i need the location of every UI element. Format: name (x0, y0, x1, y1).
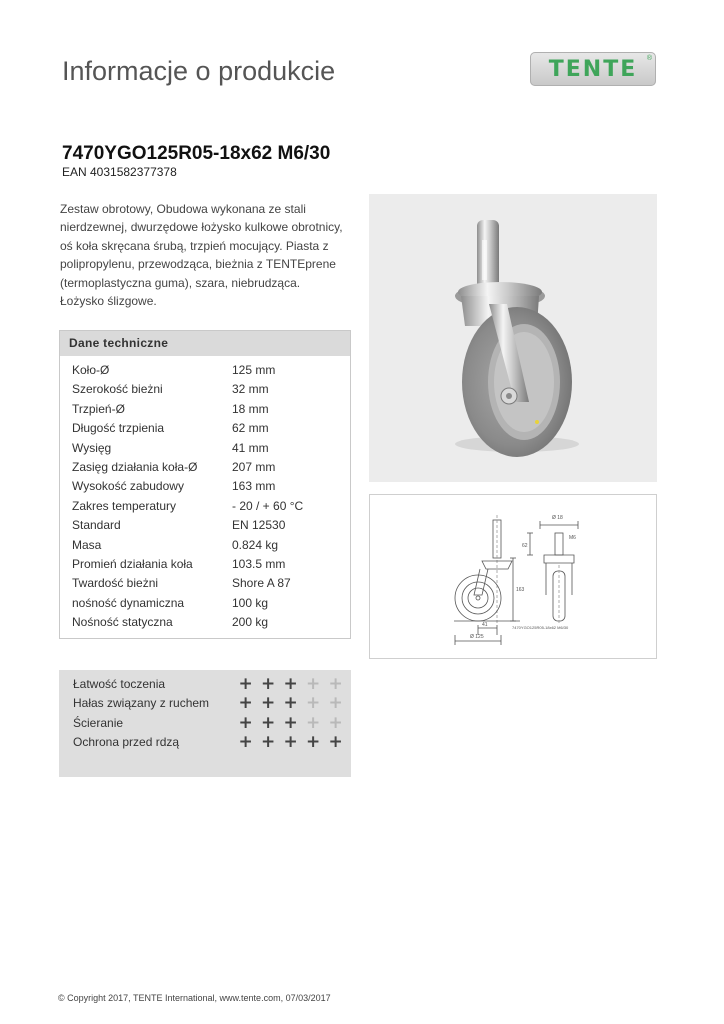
rating-label: Ochrona przed rdzą (73, 735, 180, 750)
spec-label: Długość trzpienia (72, 421, 165, 436)
rating-score (239, 714, 352, 733)
spec-label: Promień działania koła (72, 556, 193, 571)
plus-icon-filled: + (238, 674, 253, 694)
spec-value: 125 mm (232, 363, 276, 377)
spec-label: Trzpień-Ø (72, 401, 125, 416)
copyright-footer: © Copyright 2017, TENTE International, www.tente.com, 07/03/2017 (58, 993, 331, 1003)
spec-row (60, 419, 350, 438)
product-description (60, 200, 360, 310)
spec-row (60, 497, 350, 516)
product-code: 7470YGO125R05-18x62 M6/30 (62, 143, 331, 164)
spec-label: Szerokość bieżni (72, 382, 163, 397)
plus-icon-filled: + (283, 732, 298, 753)
spec-row (60, 361, 350, 380)
rating-row (59, 694, 351, 713)
spec-row (60, 400, 350, 419)
spec-value: EN 12530 (232, 518, 286, 533)
drawing-label-top: Ø 18 (552, 515, 563, 521)
plus-icon-filled: + (261, 693, 276, 714)
spec-label: Koło-Ø (72, 363, 110, 377)
spec-row (60, 594, 350, 613)
spec-row (60, 555, 350, 574)
plus-icon-empty: + (306, 712, 321, 733)
spec-label: Wysięg (72, 440, 112, 455)
spec-label: Wysokość zabudowy (72, 479, 184, 494)
dimension-drawing (370, 495, 656, 658)
rating-label: Hałas związany z ruchem (73, 696, 210, 711)
spec-table (60, 356, 350, 632)
drawing-label-offset: 41 (482, 622, 488, 628)
plus-icon-filled: + (238, 712, 253, 733)
rating-label: Łatwość toczenia (73, 677, 166, 691)
product-photo (369, 194, 657, 482)
registered-mark: ® (646, 55, 652, 62)
caster-wheel-image (369, 194, 657, 482)
rating-row (59, 714, 351, 733)
plus-icon-filled: + (283, 693, 298, 714)
rating-label: Ścieranie (73, 715, 124, 730)
plus-icon-filled: + (261, 732, 276, 753)
rating-score (239, 675, 352, 694)
ratings-list (59, 670, 351, 753)
drawing-label-stem: 62 (522, 543, 528, 549)
spec-value: 163 mm (232, 479, 276, 494)
spec-row (60, 380, 350, 399)
spec-row (60, 613, 350, 632)
plus-icon-filled: + (261, 712, 276, 733)
spec-value: 100 kg (232, 595, 269, 610)
technical-data-header: Dane techniczne (60, 331, 350, 356)
plus-icon-empty: + (328, 693, 343, 714)
spec-row (60, 458, 350, 477)
spec-row (60, 439, 350, 458)
spec-row (60, 477, 350, 496)
spec-row (60, 536, 350, 555)
rating-row (59, 675, 351, 694)
tente-logo (530, 52, 656, 86)
spec-value: 200 kg (232, 615, 269, 630)
spec-value: 103.5 mm (232, 556, 286, 571)
spec-label: Nośność statyczna (72, 615, 173, 630)
ratings-panel (59, 670, 351, 777)
spec-row (60, 516, 350, 535)
technical-data-panel (59, 330, 351, 639)
logo-text: TENTE (548, 56, 638, 82)
description-line: oś koła skręcana śrubą, trzpień mocujący. Piasta z (60, 238, 329, 253)
drawing-label-height: 163 (516, 587, 525, 593)
description-line: Zestaw obrotowy, Obudowa wykonana ze stali (60, 202, 306, 216)
plus-icon-filled: + (261, 674, 276, 694)
spec-label: nośność dynamiczna (72, 595, 185, 610)
plus-icon-filled: + (328, 732, 343, 753)
spec-label: Masa (72, 537, 102, 552)
spec-label: Zakres temperatury (72, 498, 177, 513)
spec-label: Zasięg działania koła-Ø (72, 459, 198, 474)
spec-value: 18 mm (232, 401, 269, 416)
plus-icon-filled: + (283, 712, 298, 733)
spec-value: 32 mm (232, 382, 269, 397)
spec-value: 207 mm (232, 459, 276, 474)
spec-value: Shore A 87 (232, 576, 291, 591)
spec-value: 41 mm (232, 440, 269, 455)
plus-icon-filled: + (283, 674, 298, 694)
plus-icon-empty: + (306, 674, 321, 694)
spec-row (60, 574, 350, 593)
plus-icon-filled: + (238, 693, 253, 714)
plus-icon-empty: + (306, 693, 321, 714)
description-line: nierdzewnej, dwurzędowe łożysko kulkowe obrotnicy, (60, 220, 343, 235)
rating-score (239, 694, 352, 713)
ean-number: EAN 4031582377378 (62, 165, 177, 179)
description-line: (termoplastyczna guma), szara, niebrudząca. (60, 275, 301, 290)
rating-row (59, 733, 351, 752)
plus-icon-empty: + (328, 712, 343, 733)
plus-icon-filled: + (306, 732, 321, 753)
spec-value: - 20 / + 60 °C (232, 498, 304, 513)
drawing-label-side: M6 (569, 535, 576, 541)
page-title: Informacje o produkcie (62, 56, 336, 86)
description-line: polipropylenu, przewodząca, bieżnia z TENTEprene (60, 257, 336, 272)
description-line: Łożysko ślizgowe. (60, 294, 157, 309)
technical-drawing (369, 494, 657, 659)
plus-icon-empty: + (328, 674, 343, 694)
spec-label: Twardość bieżni (72, 576, 159, 591)
spec-value: 0.824 kg (232, 537, 279, 552)
spec-label: Standard (72, 518, 121, 533)
rating-score (239, 733, 352, 752)
spec-value: 62 mm (232, 421, 269, 436)
drawing-part-ref: 7470YGO125R05-18x62 M6/30 (512, 625, 569, 630)
plus-icon-filled: + (238, 732, 253, 753)
drawing-label-wheel: Ø 125 (470, 634, 484, 640)
